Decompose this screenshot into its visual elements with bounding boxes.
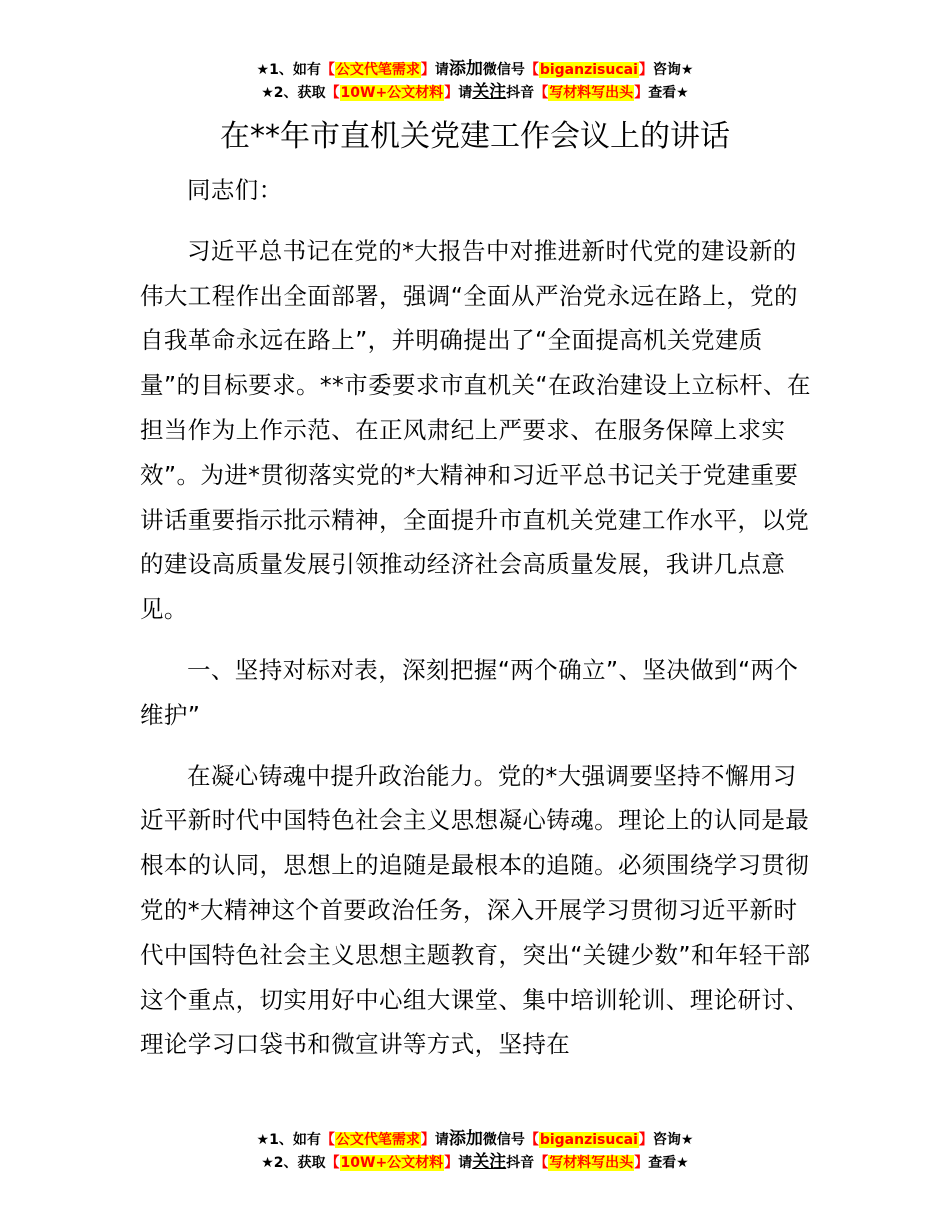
banner-text: 抖音	[506, 1155, 535, 1171]
banner-text: 查看★	[648, 85, 689, 101]
bracket: 【	[524, 1132, 539, 1148]
bracket: 【	[534, 85, 549, 101]
banner-emphasis: 关注	[472, 82, 507, 102]
bracket: 【	[325, 1155, 340, 1171]
banner-text: 微信号	[482, 62, 525, 78]
document-title: 在**年市直机关党建工作会议上的讲话	[220, 119, 730, 154]
highlight-materials: 10W+公文材料	[340, 85, 444, 101]
highlight-service: 公文代笔需求	[335, 1132, 420, 1148]
bracket: 】	[638, 1132, 653, 1148]
banner-text: ★1、如有	[256, 62, 321, 78]
paragraph-intro: 习近平总书记在党的*大报告中对推进新时代党的建设新的伟大工程作出全面部署，强调“全面从严治党永远在路上，党的自我革命永远在路上”，并明确提出了“全面提高机关党建质量”的目标要求。**市委要求市直机关“在政治建设上立标杆、在担当作为上作示范、在正风肃纪上严要求、在服务保障上求实效”。为进*贯彻落实党的*大精神和习近平总书记关于党建重要讲话重要指示批示精神，全面提升市直机关党建工作水平，以党的建设高质量发展引领推动经济社会高质量发展，我讲几点意见。	[140, 236, 811, 624]
banner-text: 请	[458, 85, 473, 101]
banner-emphasis: 添加	[448, 1129, 483, 1149]
document-body	[140, 168, 812, 1067]
banner-text: 请	[458, 1155, 473, 1171]
banner-line-2	[0, 1151, 950, 1174]
banner-text: 请	[434, 1132, 449, 1148]
bracket: 【	[534, 1155, 549, 1171]
highlight-wechat-id: biganzisucai	[539, 62, 638, 78]
banner-text: 查看★	[648, 1155, 689, 1171]
bracket: 】	[638, 62, 653, 78]
highlight-service: 公文代笔需求	[335, 62, 420, 78]
section-heading-1: 一、坚持对标对表，深刻把握“两个确立”、坚决做到“两个维护”	[140, 655, 799, 729]
banner-text: 咨询★	[652, 1132, 694, 1148]
bracket: 【	[325, 85, 340, 101]
banner-emphasis: 添加	[448, 59, 483, 79]
bracket: 【	[320, 1132, 335, 1148]
banner-text: ★1、如有	[256, 1132, 321, 1148]
bracket: 】	[634, 85, 649, 101]
salutation: 同志们：	[187, 176, 283, 204]
highlight-wechat-id: biganzisucai	[539, 1132, 638, 1148]
header-banner	[0, 58, 950, 104]
banner-line-1	[0, 1128, 950, 1151]
banner-text: 咨询★	[652, 62, 694, 78]
footer-banner	[0, 1128, 950, 1174]
highlight-douyin-account: 写材料写出头	[549, 1155, 634, 1171]
paragraph-section-1: 在凝心铸魂中提升政治能力。党的*大强调要坚持不懈用习近平新时代中国特色社会主义思想凝心铸魂。理论上的认同是最根本的认同，思想上的追随是最根本的追随。必须围绕学习贯彻党的*大精神这个首要政治任务，深入开展学习贯彻习近平新时代中国特色社会主义思想主题教育，突出“关键少数”和年轻干部这个重点，切实用好中心组大课堂、集中培训轮训、理论研讨、理论学习口袋书和微宣讲等方式，坚持在	[140, 761, 811, 1059]
highlight-materials: 10W+公文材料	[340, 1155, 444, 1171]
banner-line-1	[0, 58, 950, 81]
bracket: 】	[420, 62, 435, 78]
banner-text: 请	[434, 62, 449, 78]
banner-emphasis: 关注	[472, 1152, 507, 1172]
bracket: 】	[444, 1155, 459, 1171]
banner-text: ★2、获取	[261, 1155, 326, 1171]
bracket: 】	[420, 1132, 435, 1148]
banner-line-2	[0, 81, 950, 104]
banner-text: 抖音	[506, 85, 535, 101]
highlight-douyin-account: 写材料写出头	[549, 85, 634, 101]
banner-text: ★2、获取	[261, 85, 326, 101]
bracket: 【	[524, 62, 539, 78]
bracket: 】	[444, 85, 459, 101]
banner-text: 微信号	[482, 1132, 525, 1148]
bracket: 【	[320, 62, 335, 78]
bracket: 】	[634, 1155, 649, 1171]
